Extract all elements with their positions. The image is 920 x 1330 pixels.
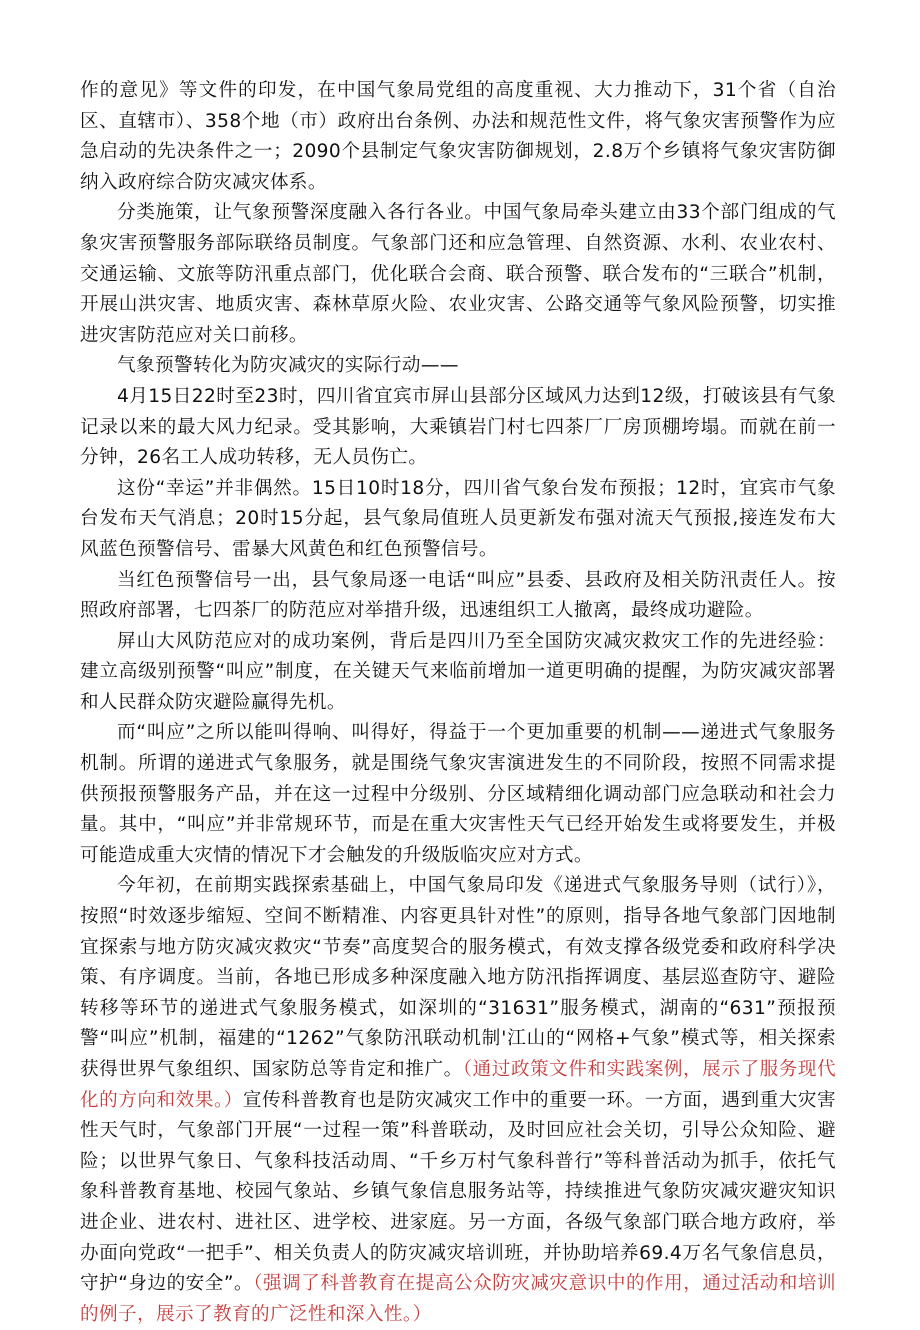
- paragraph-2: 分类施策，让气象预警深度融入各行各业。中国气象局牵头建立由33个部门组成的气象灾害预警服务部际联络员制度。气象部门还和应急管理、自然资源、水利、农业农村、交通运输、文旅等防汛重点部门，优化联合会商、联合预警、联合发布的“三联合”机制，开展山洪灾害、地质灾害、森林草原火险、农业灾害、公路交通等气象风险预警，切实推进灾害防范应对关口前移。: [80, 202, 836, 346]
- paragraph-6: 当红色预警信号一出，县气象局逐一电话“叫应”县委、县政府及相关防汛责任人。按照政府部署，七四茶厂的防范应对举措升级，迅速组织工人撤离，最终成功避险。: [80, 569, 836, 622]
- paragraph-1: 作的意见》等文件的印发，在中国气象局党组的高度重视、大力推动下，31个省（自治区、直辖市）、358个地（市）政府出台条例、办法和规范性文件，将气象灾害预警作为应急启动的先决条件之一；2090个县制定气象灾害防御规划，2.8万个乡镇将气象灾害防御纳入政府综合防灾减灾体系。: [80, 80, 836, 193]
- paragraph-5: 这份“幸运”并非偶然。15日10时18分，四川省气象台发布预报；12时，宜宾市气象台发布天气消息；20时15分起，县气象局值班人员更新发布强对流天气预报,接连发布大风蓝色预警信号、雷暴大风黄色和红色预警信号。: [80, 477, 836, 560]
- paragraph-9-continuation: 宣传科普教育也是防灾减灾工作中的重要一环。一方面，遇到重大灾害性天气时，气象部门开展“一过程一策”科普联动，及时回应社会关切，引导公众知险、避险；以世界气象日、气象科技活动周、“千乡万村气象科普行”等科普活动为抓手，依托气象科普教育基地、校园气象站、乡镇气象信息服务站等，持续推进气象防灾减灾避灾知识进企业、进农村、进社区、进学校、进家庭。另一方面，各级气象部门联合地方政府，举办面向党政“一把手”、相关负责人的防灾减灾培训班，并协助培养69.4万名气象信息员，守护“身边的安全”。: [80, 1089, 836, 1295]
- paragraph-4: 4月15日22时至23时，四川省宜宾市屏山县部分区域风力达到12级，打破该县有气象记录以来的最大风力纪录。受其影响，大乘镇岩门村七四茶厂厂房顶棚垮塌。而就在前一分钟，26名工人成功转移，无人员伤亡。: [80, 385, 836, 469]
- paragraph-9-text: 今年初，在前期实践探索基础上，中国气象局印发《递进式气象服务导则（试行）》，按照“时效逐步缩短、空间不断精准、内容更具针对性”的原则，指导各地气象部门因地制宜探索与地方防灾减灾救灾“节奏”高度契合的服务模式，有效支撑各级党委和政府科学决策、有序调度。当前，各地已形成多种深度融入地方防汛指挥调度、基层巡查防守、避险转移等环节的递进式气象服务模式，如深圳的“31631”服务模式，湖南的“631”预报预警“叫应”机制，福建的“1262”气象防汛联动机制'江山的“网格+气象”模式等，相关探索获得世界气象组织、国家防总等肯定和推广。: [80, 875, 836, 1080]
- annotation-note-2: （强调了科普教育在提高公众防灾减灾意识中的作用，通过活动和培训的例子，展示了教育的广泛性和深入性。）: [80, 1273, 836, 1325]
- paragraph-3: 气象预警转化为防灾减灾的实际行动——: [117, 355, 459, 377]
- paragraph-9: [80, 871, 836, 1330]
- annotation-note-1: （通过政策文件和实践案例，展示了服务现代化的方向和效果。）: [80, 1059, 836, 1111]
- paragraph-7: 屏山大风防范应对的成功案例，背后是四川乃至全国防灾减灾救灾工作的先进经验：建立高级别预警“叫应”制度，在关键天气来临前增加一道更明确的提醒，为防灾减灾部署和人民群众防灾避险赢得先机。: [80, 630, 836, 713]
- paragraph-8: 而“叫应”之所以能叫得响、叫得好，得益于一个更加重要的机制——递进式气象服务机制。所谓的递进式气象服务，就是围绕气象灾害演进发生的不同阶段，按照不同需求提供预报预警服务产品，并在这一过程中分级别、分区域精细化调动部门应急联动和社会力量。其中，“叫应”并非常规环节，而是在重大灾害性天气已经开始发生或将要发生，并极可能造成重大灾情的情况下才会触发的升级版临灾应对方式。: [80, 722, 836, 866]
